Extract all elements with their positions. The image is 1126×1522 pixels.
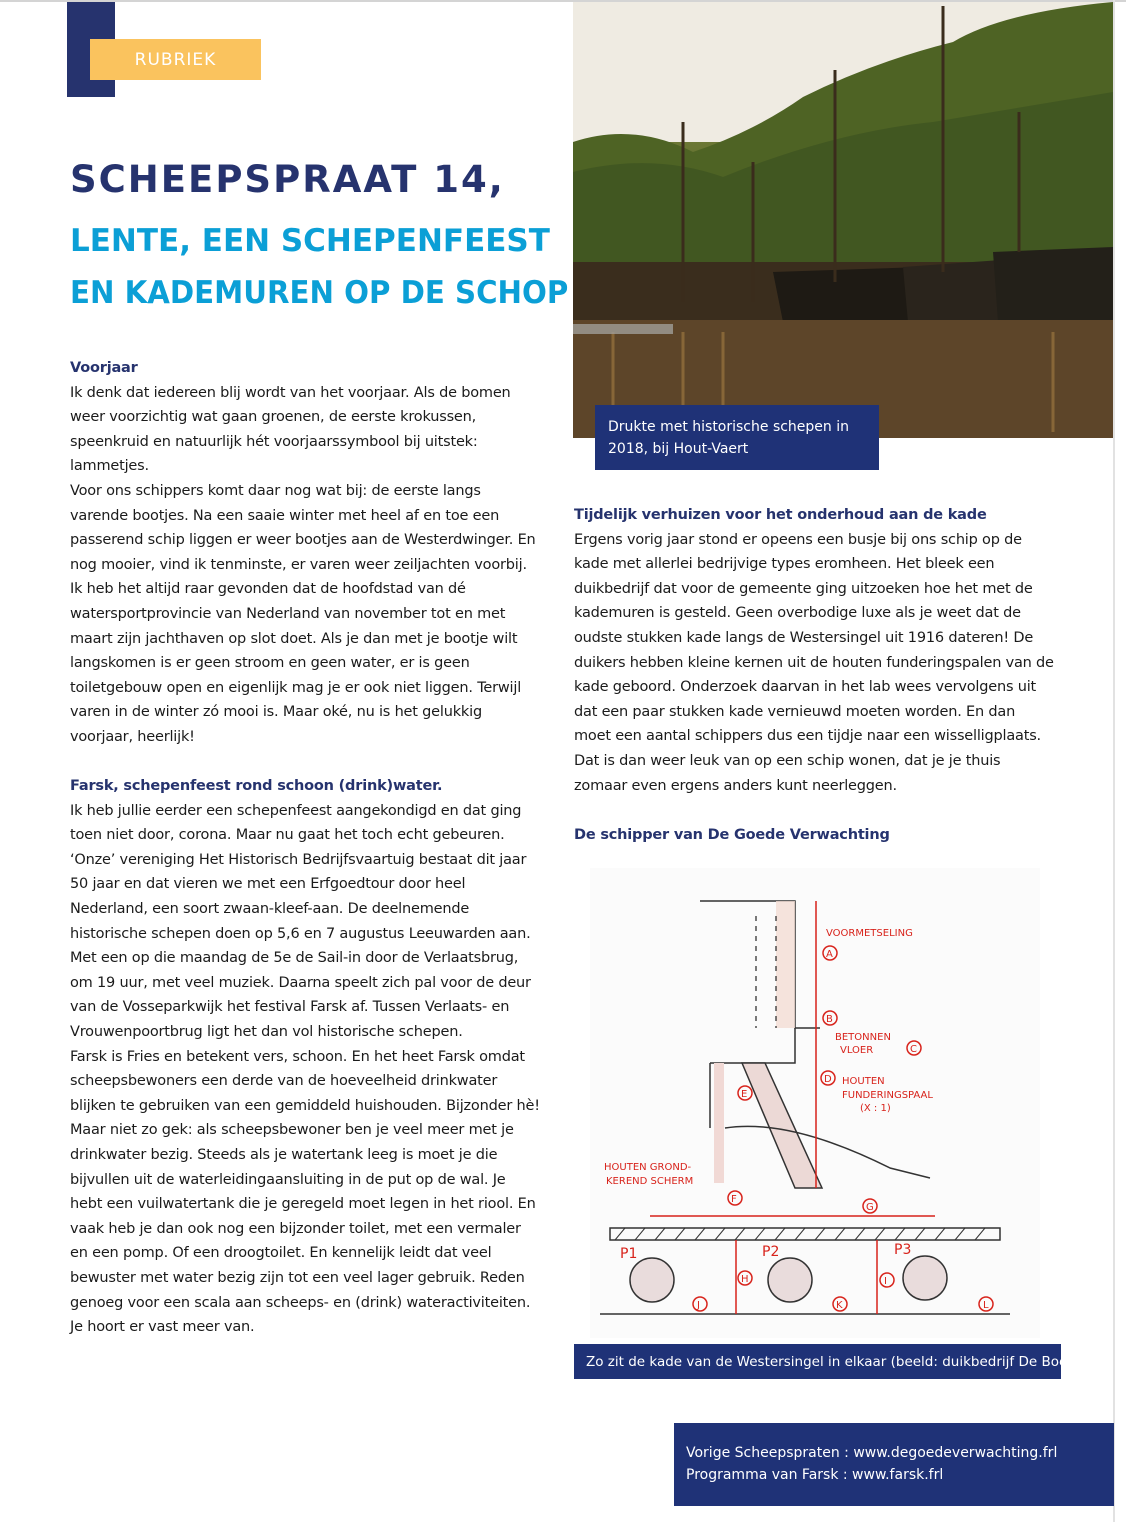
photo-caption: Drukte met historische schepen in 2018, bij Hout-Vaert: [595, 405, 879, 470]
marker-i: I: [884, 1276, 887, 1287]
subtitle-line-2: EN KADEMUREN OP DE SCHOP: [70, 275, 569, 311]
marker-c: C: [910, 1044, 917, 1055]
article-right-column: [574, 503, 1054, 847]
section-heading-farsk: Farsk, schepenfeest rond schoon (drink)water.: [70, 778, 443, 795]
label-scherm: KEREND SCHERM: [606, 1176, 694, 1187]
pile-p3: P3: [894, 1242, 912, 1258]
section-label: RUBRIEK: [90, 39, 261, 80]
page-right-border: [1113, 0, 1115, 1522]
footer-link-previous[interactable]: Vorige Scheepspraten : www.degoedeverwachting.frl: [686, 1445, 1058, 1461]
quay-cross-section-sketch: [590, 868, 1040, 1338]
pile-p2: P2: [762, 1244, 780, 1260]
diagram-caption: Zo zit de kade van de Westersingel in elkaar (beeld: duikbedrijf De Boer): [574, 1344, 1061, 1379]
marker-k: K: [836, 1300, 843, 1311]
label-betonnen: BETONNEN: [835, 1032, 891, 1043]
pile-p1: P1: [620, 1246, 638, 1262]
quay-wall-diagram: [590, 868, 1040, 1338]
marker-d: D: [824, 1074, 832, 1085]
marker-g: G: [866, 1202, 874, 1213]
marker-b: B: [826, 1014, 833, 1025]
section-heading-voorjaar: Voorjaar: [70, 360, 138, 376]
label-grond: HOUTEN GROND-: [604, 1162, 692, 1173]
footer-links-box: [674, 1423, 1114, 1506]
page-title: SCHEEPSPRAAT 14,: [70, 158, 505, 201]
label-vloer: VLOER: [840, 1045, 874, 1056]
marker-a: A: [826, 949, 833, 960]
paragraph: Farsk is Fries en betekent vers, schoon. En het heet Farsk omdat scheepsbewoners een derde van de hoeveelheid drinkwater blijken te gebruiken van een gemiddeld huishouden. Bijzonder hè! Maar niet zo gek: als scheepsbewoner ben je veel meer met je drinkwater bezig. Steeds als je watertank leeg is moet je die bijvullen uit de waterleidingaansluiting in de put op de wal. Je hebt een vuilwatertank die je geregeld moet legen in het riool. En vaak heb je dan ook nog een bijzonder toilet, met een vermaler en een pomp. Of een droogtoilet. En kennelijk leidt dat veel bewuster met water bezig zijn tot een veel lager gebruik. Reden genoeg voor een scala aan scheeps- en (drink) wateractiviteiten. Je hoort er vast meer van.: [70, 1048, 540, 1336]
paragraph: Ik heb jullie eerder een schepenfeest aangekondigd en dat ging toen niet door, corona. Maar nu gaat het toch echt gebeuren. ‘Onze’ vereniging Het Historisch Bedrijfsvaartuig bestaat dit jaar 50 jaar en dat vieren we met een Erfgoedtour door heel Nederland, een soort zwaan-kleef-aan. De deelnemende historische schepen doen op 5,6 en 7 augustus Leeuwarden aan. Met een op die maandag de 5e de Sail-in door de Verlaatsbrug, om 19 uur, met veel muziek. Daarna speelt zich pal voor de deur van de Vosseparkwijk het festival Farsk af. Tussen Verlaats- en Vrouwenpoortbrug ligt het dan vol historische schepen.: [70, 802, 531, 1041]
harbor-photo: [573, 2, 1113, 438]
footer-link-program[interactable]: Programma van Farsk : www.farsk.frl: [686, 1467, 944, 1483]
section-heading-kade: Tijdelijk verhuizen voor het onderhoud aan de kade: [574, 507, 987, 523]
label-houten: HOUTEN: [842, 1076, 885, 1087]
article-left-column: [70, 356, 540, 1340]
marker-j: J: [697, 1300, 700, 1311]
author-signature: De schipper van De Goede Verwachting: [574, 826, 890, 843]
paragraph: Voor ons schippers komt daar nog wat bij: de eerste langs varende bootjes. Na een saaie winter met heel af en toe een passerend schip liggen er weer bootjes aan de Westerdwinger. En nog mooier, vind ik tenminste, er varen weer zeiljachten voorbij. Ik heb het altijd raar gevonden dat de hoofdstad van dé watersportprovincie van Nederland van november tot en met maart zijn jachthaven op slot doet. Als je dan met je bootje wilt langskomen is er geen stroom en geen water, er is geen toiletgebouw open en eigenlijk mag je er ook niet liggen. Terwijl varen in de winter zó mooi is. Maar oké, nu is het gelukkig voorjaar, heerlijk!: [70, 482, 536, 745]
ships-illustration: [573, 2, 1113, 438]
marker-f: F: [731, 1194, 737, 1205]
marker-l: L: [983, 1300, 989, 1311]
subtitle-line-1: LENTE, EEN SCHEPENFEEST: [70, 223, 550, 259]
paragraph: Ergens vorig jaar stond er opeens een busje bij ons schip op de kade met allerlei bedrijvige types eromheen. Het bleek een duikbedrijf dat voor de gemeente ging uitzoeken hoe het met de kademuren is gesteld. Geen overbodige luxe als je weet dat de oudste stukken kade langs de Westersingel uit 1916 dateren! De duikers hebben kleine kernen uit de houten funderingspalen van de kade geboord. Onderzoek daarvan in het lab wees vervolgens uit dat een paar stukken kade vernieuwd moeten worden. En dan moet een aantal schippers dus een tijdje naar een wisselligplaats. Dat is dan weer leuk van op een schip wonen, dat je je thuis zomaar even ergens anders kunt neerleggen.: [574, 531, 1054, 794]
marker-h: H: [741, 1274, 749, 1285]
paragraph: Ik denk dat iedereen blij wordt van het voorjaar. Als de bomen weer voorzichtig wat gaan groenen, de eerste krokussen, speenkruid en natuurlijk hét voorjaarssymbool bij uitstek: lammetjes.: [70, 384, 511, 475]
label-voormetseling: VOORMETSELING: [826, 928, 913, 939]
label-funderingspaal: FUNDERINGSPAAL: [842, 1090, 933, 1101]
label-ratio: (X : 1): [860, 1103, 891, 1114]
marker-e: E: [741, 1089, 748, 1100]
page-subtitle: [70, 215, 568, 319]
